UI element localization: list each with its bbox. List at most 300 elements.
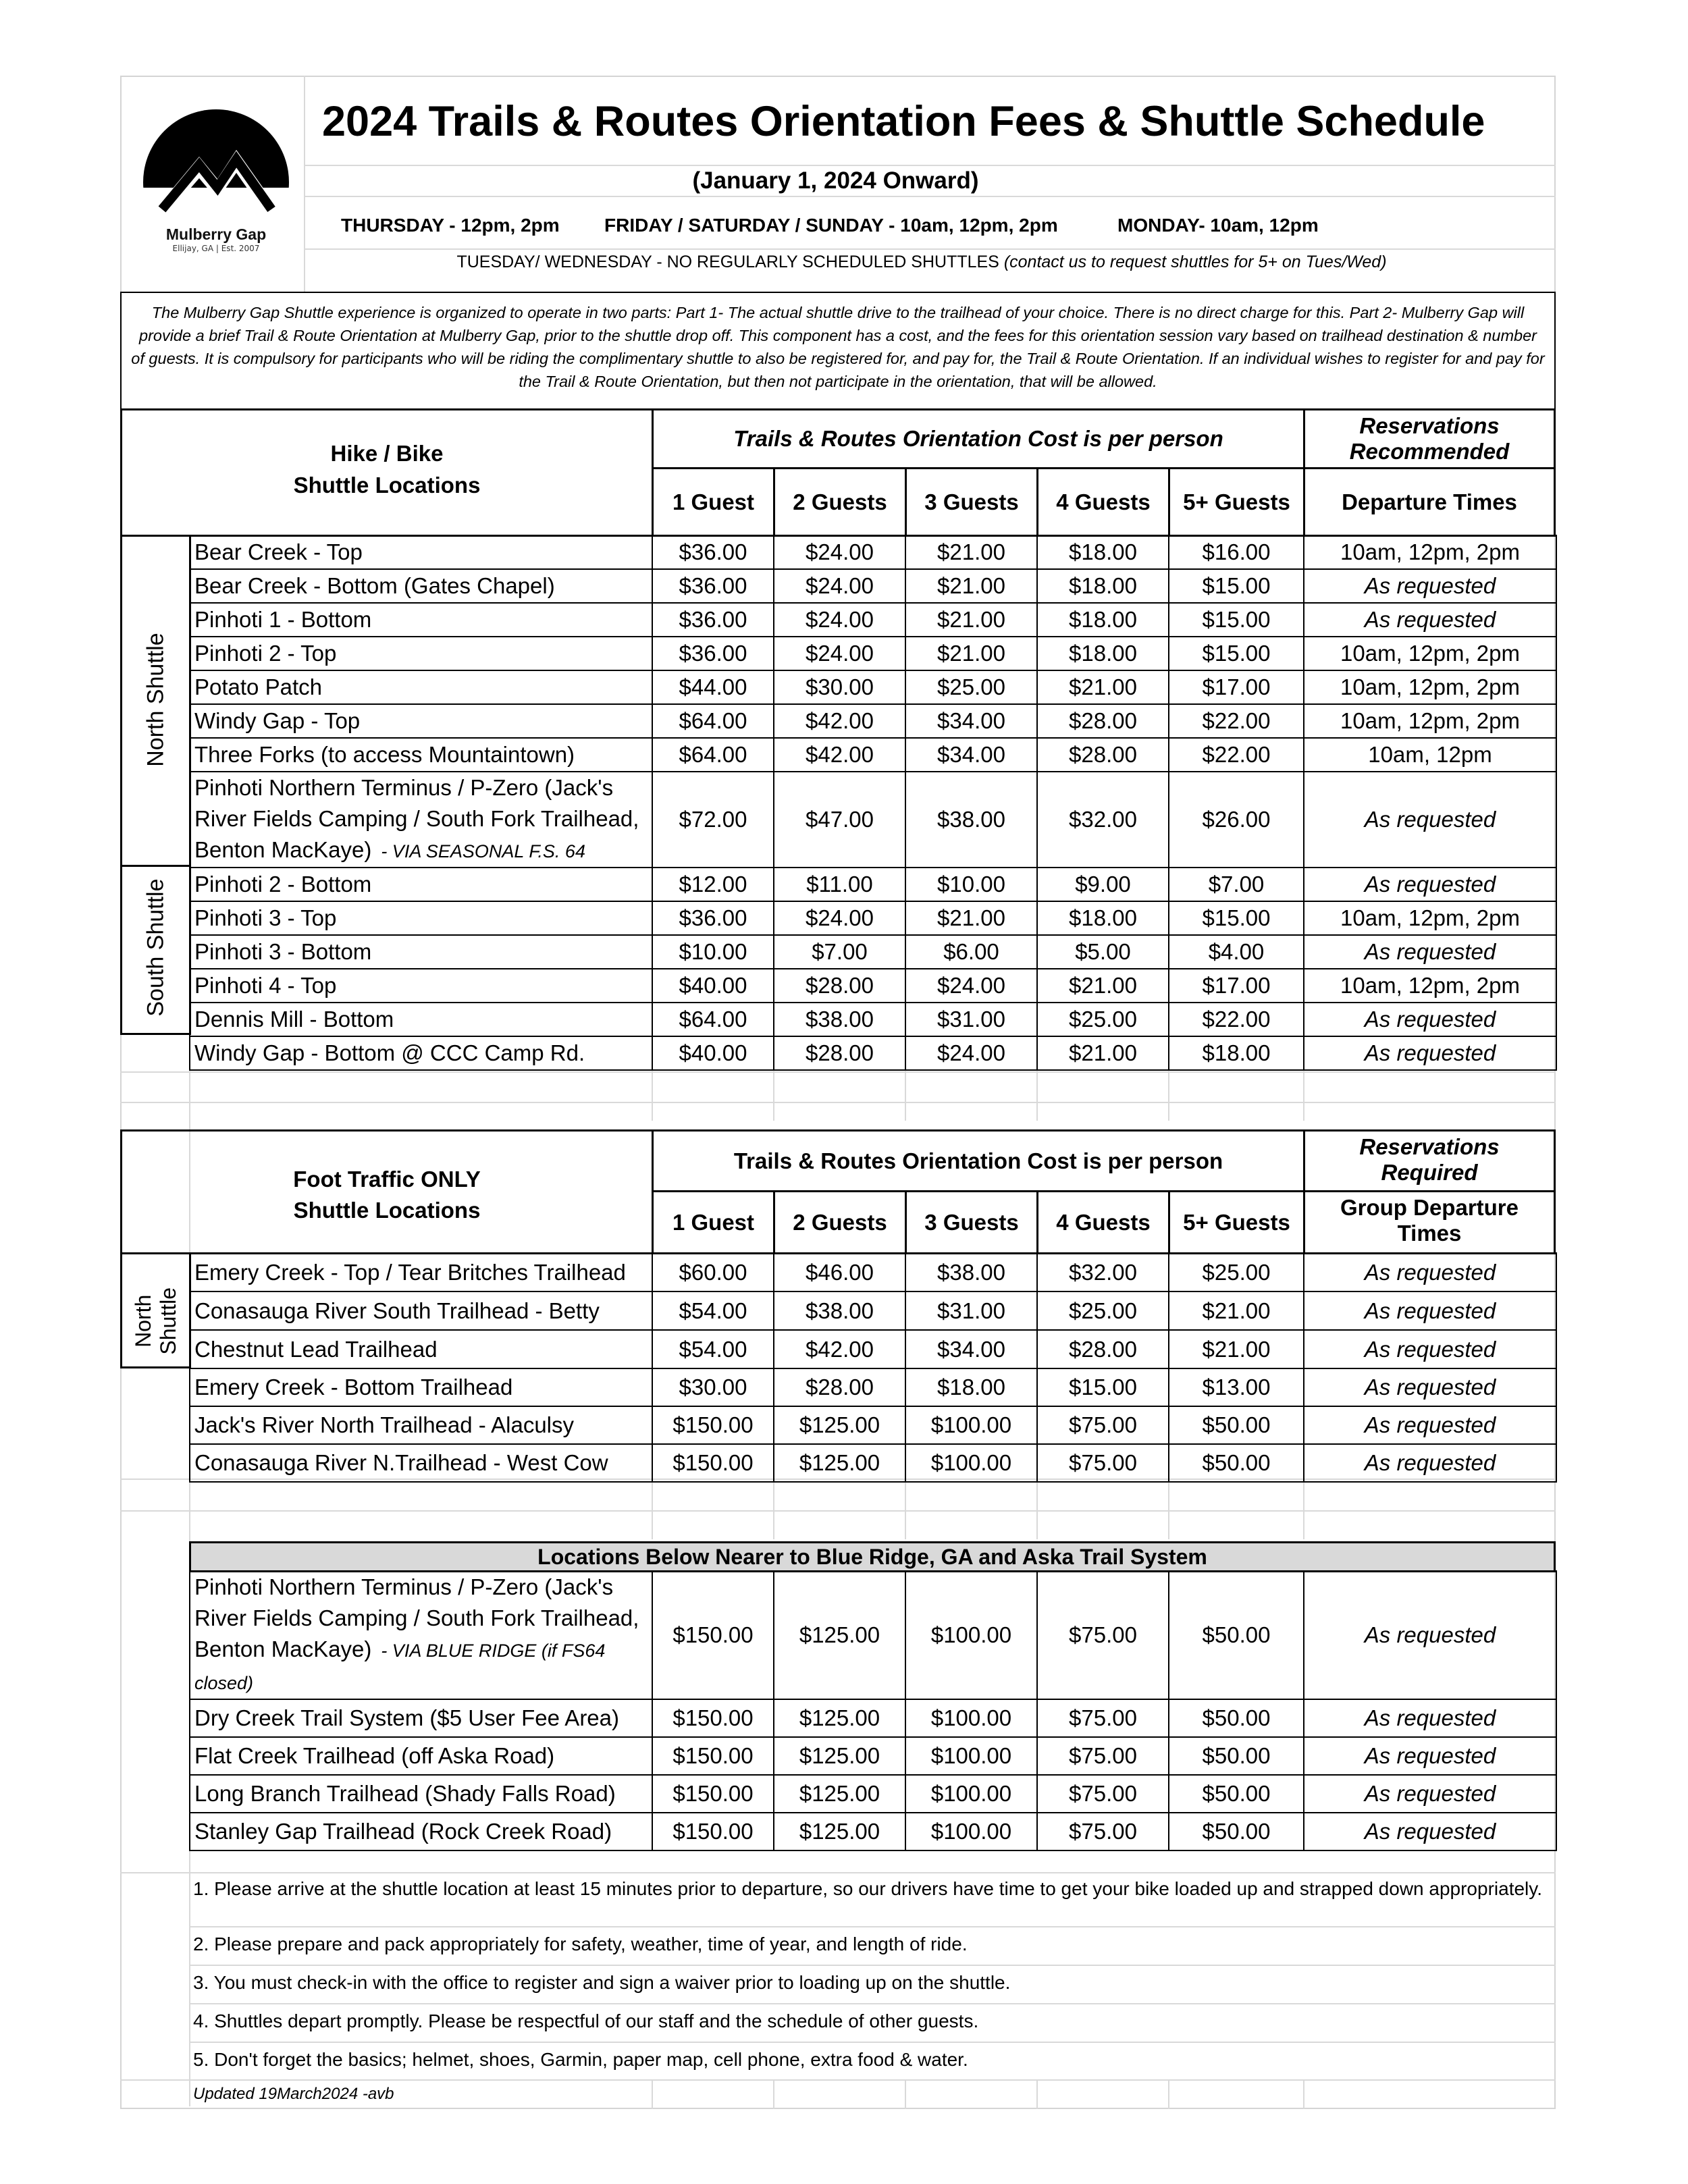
price-cell: $125.00: [774, 1699, 905, 1737]
table-row: [190, 1003, 1556, 1036]
foot-res-line2: Required: [1381, 1160, 1478, 1185]
price-cell: $40.00: [652, 969, 774, 1003]
price-cell: $125.00: [774, 1406, 905, 1444]
location-name: Pinhoti 1 - Bottom: [194, 607, 372, 632]
price-cell: $21.00: [905, 569, 1037, 603]
price-cell: $21.00: [905, 535, 1037, 569]
price-cell: $21.00: [905, 637, 1037, 670]
bike-south-shuttle-label: South Shuttle: [142, 878, 169, 1017]
price-cell: $75.00: [1037, 1444, 1169, 1482]
grid-line: [905, 1479, 906, 1539]
price-cell: $30.00: [652, 1368, 774, 1406]
grid-line: [652, 2079, 653, 2109]
location-cell: [190, 1291, 652, 1330]
bike-fees-table: [189, 535, 1557, 1071]
bike-cost-header: [652, 408, 1305, 469]
location-name: Conasauga River South Trailhead - Betty: [194, 1298, 600, 1323]
price-cell: $18.00: [1037, 901, 1169, 935]
location-name: Emery Creek - Bottom Trailhead: [194, 1375, 513, 1400]
note-1: 1. Please arrive at the shuttle location at least 15 minutes prior to departure, so our drivers have time to get your bike loaded up and strapped down appropriately.: [189, 1873, 1556, 1927]
location-cell: [190, 901, 652, 935]
location-name: Three Forks (to access Mountaintown): [194, 742, 575, 767]
price-cell: $18.00: [905, 1368, 1037, 1406]
table-row: [190, 1330, 1556, 1368]
price-cell: $4.00: [1169, 935, 1304, 969]
schedule-tuewed-note: (contact us to request shuttles for 5+ on Tues/Wed): [1003, 252, 1387, 271]
location-name: Stanley Gap Trailhead (Rock Creek Road): [194, 1819, 612, 1844]
blue-ridge-header: Locations Below Nearer to Blue Ridge, GA and Aska Trail System: [189, 1541, 1556, 1572]
price-cell: $10.00: [652, 935, 774, 969]
location-cell: [190, 772, 652, 868]
foot-reservations-header: [1303, 1129, 1556, 1192]
price-cell: $21.00: [905, 901, 1037, 935]
foot-location-header-line1: Foot Traffic ONLY: [293, 1167, 481, 1192]
bike-col-5-guests: 5+ Guests: [1168, 467, 1305, 537]
location-name: Pinhoti 4 - Top: [194, 973, 337, 998]
price-cell: $100.00: [905, 1444, 1037, 1482]
grid-line: [1036, 1479, 1038, 1539]
price-cell: $125.00: [774, 1444, 905, 1482]
note-3: 3. You must check-in with the office to register and sign a waiver prior to loading up on the shuttle.: [189, 1967, 1556, 2004]
table-row: [190, 1737, 1556, 1775]
departure-cell: 10am, 12pm: [1304, 738, 1556, 772]
price-cell: $64.00: [652, 1003, 774, 1036]
grid-line: [1168, 1479, 1169, 1539]
location-name: Jack's River North Trailhead - Alaculsy: [194, 1412, 574, 1437]
bike-location-header-line2: Shuttle Locations: [293, 473, 481, 498]
price-cell: $32.00: [1037, 1253, 1169, 1291]
table-row: [190, 772, 1556, 868]
price-cell: $75.00: [1037, 1699, 1169, 1737]
location-name: Pinhoti 2 - Bottom: [194, 872, 372, 897]
price-cell: $50.00: [1169, 1571, 1304, 1699]
location-name: Dennis Mill - Bottom: [194, 1007, 394, 1032]
note-2: 2. Please prepare and pack appropriately for safety, weather, time of year, and length of ride.: [189, 1929, 1556, 1966]
grid-line: [1036, 2079, 1038, 2109]
departure-cell: As requested: [1304, 1036, 1556, 1070]
price-cell: $38.00: [905, 1253, 1037, 1291]
grid-line: [773, 1067, 774, 1121]
location-cell: [190, 738, 652, 772]
price-cell: $36.00: [652, 535, 774, 569]
price-cell: $125.00: [774, 1571, 905, 1699]
price-cell: $12.00: [652, 868, 774, 901]
foot-north-label-line2: Shuttle: [156, 1287, 180, 1355]
table-row: [190, 1699, 1556, 1737]
table-row: [190, 901, 1556, 935]
price-cell: $21.00: [1037, 670, 1169, 704]
grid-line: [304, 196, 1556, 197]
grid-line: [652, 1067, 653, 1121]
bike-reservations-header: [1303, 408, 1556, 469]
bike-col-3-guests: 3 Guests: [905, 467, 1038, 537]
location-name: Chestnut Lead Trailhead: [194, 1336, 438, 1362]
location-name: Emery Creek - Top / Tear Britches Trailhead: [194, 1259, 626, 1285]
grid-line: [120, 1102, 1556, 1103]
grid-line: [1168, 1067, 1169, 1121]
logo-tagline: Ellijay, GA | Est. 2007: [172, 244, 260, 253]
bike-location-header-line1: Hike / Bike: [330, 441, 444, 466]
logo-name: Mulberry Gap: [165, 225, 267, 243]
location-cell: [190, 670, 652, 704]
price-cell: $38.00: [905, 772, 1037, 868]
grid-line: [120, 1510, 1556, 1512]
departure-cell: 10am, 12pm, 2pm: [1304, 637, 1556, 670]
location-cell: [190, 1330, 652, 1368]
foot-fees-table: [189, 1252, 1557, 1483]
price-cell: $32.00: [1037, 772, 1169, 868]
price-cell: $24.00: [774, 901, 905, 935]
table-row: [190, 1444, 1556, 1482]
mountain-logo-icon: [135, 108, 297, 226]
price-cell: $42.00: [774, 1330, 905, 1368]
price-cell: $38.00: [774, 1003, 905, 1036]
price-cell: $21.00: [905, 603, 1037, 637]
price-cell: $9.00: [1037, 868, 1169, 901]
price-cell: $26.00: [1169, 772, 1304, 868]
foot-col-5-guests: 5+ Guests: [1168, 1190, 1305, 1254]
table-row: [190, 1813, 1556, 1850]
table-row: [190, 1406, 1556, 1444]
grid-line: [905, 2079, 906, 2109]
departure-cell: As requested: [1304, 569, 1556, 603]
note-4: 4. Shuttles depart promptly. Please be respectful of our staff and the schedule of other guests.: [189, 2006, 1556, 2043]
price-cell: $60.00: [652, 1253, 774, 1291]
price-cell: $25.00: [1037, 1291, 1169, 1330]
price-cell: $54.00: [652, 1291, 774, 1330]
departure-cell: As requested: [1304, 1775, 1556, 1813]
price-cell: $15.00: [1169, 603, 1304, 637]
location-cell: [190, 1036, 652, 1070]
table-row: [190, 1571, 1556, 1699]
price-cell: $50.00: [1169, 1737, 1304, 1775]
foot-dep-line2: Times: [1397, 1221, 1462, 1246]
table-row: [190, 868, 1556, 901]
location-name: Pinhoti 3 - Top: [194, 905, 337, 930]
price-cell: $75.00: [1037, 1406, 1169, 1444]
location-cell: [190, 1444, 652, 1482]
schedule-thursday: THURSDAY - 12pm, 2pm: [341, 215, 560, 236]
price-cell: $50.00: [1169, 1444, 1304, 1482]
departure-cell: 10am, 12pm, 2pm: [1304, 969, 1556, 1003]
bike-res-line2: Recommended: [1349, 439, 1510, 464]
grid-line: [1303, 1067, 1304, 1121]
location-cell: [190, 969, 652, 1003]
location-name: Pinhoti Northern Terminus / P-Zero (Jack's River Fields Camping / South Fork Trailhead, Benton MacKaye): [194, 1574, 639, 1661]
price-cell: $18.00: [1169, 1036, 1304, 1070]
table-row: [190, 935, 1556, 969]
price-cell: $5.00: [1037, 935, 1169, 969]
price-cell: $17.00: [1169, 670, 1304, 704]
price-cell: $100.00: [905, 1737, 1037, 1775]
price-cell: $28.00: [1037, 738, 1169, 772]
price-cell: $125.00: [774, 1813, 905, 1850]
table-row: [190, 603, 1556, 637]
intro-paragraph: The Mulberry Gap Shuttle experience is organized to operate in two parts: Part 1- The actual shuttle drive to the trailhead of your choice. There is no direct charge for this. Part 2- Mulberry Gap will provide a brief Trail & Route Orientation at Mulberry Gap, prior to the shuttle drop off. This component has a cost, and the fees for this orientation session vary based on trailhead destination & number of guests. It is compulsory for participants who will be riding the complimentary shuttle to also be registered for, and pay for, the Trail & Route Orientation. If an individual wishes to register for and pay for the Trail & Route Orientation, but then not participate in the orientation, that will be allowed.: [120, 292, 1556, 410]
departure-cell: As requested: [1304, 1571, 1556, 1699]
foot-north-shuttle-group: [120, 1252, 191, 1368]
foot-col-1-guest: 1 Guest: [652, 1190, 775, 1254]
price-cell: $75.00: [1037, 1571, 1169, 1699]
departure-cell: 10am, 12pm, 2pm: [1304, 535, 1556, 569]
departure-cell: As requested: [1304, 1330, 1556, 1368]
bike-south-shuttle-group: [120, 865, 191, 1035]
updated-note: Updated 19March2024 -avb: [193, 2085, 394, 2103]
location-cell: [190, 1406, 652, 1444]
foot-north-label-line1: North: [131, 1294, 156, 1348]
table-row: [190, 569, 1556, 603]
grid-line: [120, 2079, 1556, 2081]
price-cell: $21.00: [1037, 1036, 1169, 1070]
location-cell: [190, 1813, 652, 1850]
price-cell: $10.00: [905, 868, 1037, 901]
price-cell: $28.00: [774, 1368, 905, 1406]
departure-cell: As requested: [1304, 603, 1556, 637]
price-cell: $22.00: [1169, 1003, 1304, 1036]
grid-line: [304, 248, 1556, 250]
price-cell: $24.00: [774, 603, 905, 637]
location-cell: [190, 535, 652, 569]
location-name: Bear Creek - Top: [194, 539, 363, 564]
price-cell: $13.00: [1169, 1368, 1304, 1406]
price-cell: $15.00: [1169, 637, 1304, 670]
location-name: Windy Gap - Top: [194, 708, 361, 733]
price-cell: $21.00: [1037, 969, 1169, 1003]
grid-line: [304, 165, 1556, 166]
foot-location-header-line2: Shuttle Locations: [293, 1198, 481, 1223]
price-cell: $75.00: [1037, 1775, 1169, 1813]
grid-line: [1303, 1479, 1304, 1539]
price-cell: $40.00: [652, 1036, 774, 1070]
departure-cell: 10am, 12pm, 2pm: [1304, 704, 1556, 738]
departure-cell: 10am, 12pm, 2pm: [1304, 901, 1556, 935]
price-cell: $50.00: [1169, 1775, 1304, 1813]
grid-line: [773, 2079, 774, 2109]
departure-cell: As requested: [1304, 1291, 1556, 1330]
price-cell: $18.00: [1037, 535, 1169, 569]
price-cell: $25.00: [1169, 1253, 1304, 1291]
price-cell: $150.00: [652, 1699, 774, 1737]
location-cell: [190, 1368, 652, 1406]
price-cell: $25.00: [905, 670, 1037, 704]
foot-col-4-guests: 4 Guests: [1036, 1190, 1170, 1254]
bike-north-shuttle-label: North Shuttle: [142, 633, 169, 767]
price-cell: $15.00: [1037, 1368, 1169, 1406]
table-row: [190, 1036, 1556, 1070]
price-cell: $50.00: [1169, 1406, 1304, 1444]
price-cell: $54.00: [652, 1330, 774, 1368]
price-cell: $36.00: [652, 603, 774, 637]
foot-res-line1: Reservations: [1359, 1134, 1500, 1159]
price-cell: $100.00: [905, 1571, 1037, 1699]
departure-cell: As requested: [1304, 1737, 1556, 1775]
price-cell: $34.00: [905, 704, 1037, 738]
price-cell: $21.00: [1169, 1330, 1304, 1368]
price-cell: $42.00: [774, 738, 905, 772]
departure-cell: As requested: [1304, 935, 1556, 969]
price-cell: $18.00: [1037, 569, 1169, 603]
location-name: Long Branch Trailhead (Shady Falls Road): [194, 1781, 616, 1806]
departure-cell: As requested: [1304, 1813, 1556, 1850]
location-cell: [190, 637, 652, 670]
bike-col-4-guests: 4 Guests: [1036, 467, 1170, 537]
foot-north-shuttle-label: [131, 1260, 181, 1382]
price-cell: $44.00: [652, 670, 774, 704]
price-cell: $150.00: [652, 1444, 774, 1482]
price-cell: $11.00: [774, 868, 905, 901]
price-cell: $22.00: [1169, 738, 1304, 772]
price-cell: $38.00: [774, 1291, 905, 1330]
location-name: Conasauga River N.Trailhead - West Cow: [194, 1450, 608, 1475]
grid-line: [1168, 2079, 1169, 2109]
bike-col-1-guest: 1 Guest: [652, 467, 775, 537]
location-name: Flat Creek Trailhead (off Aska Road): [194, 1743, 555, 1768]
location-name: Dry Creek Trail System ($5 User Fee Area): [194, 1705, 619, 1730]
departure-cell: As requested: [1304, 1699, 1556, 1737]
price-cell: $24.00: [905, 1036, 1037, 1070]
grid-line: [1036, 1067, 1038, 1121]
location-cell: [190, 1737, 652, 1775]
price-cell: $46.00: [774, 1253, 905, 1291]
foot-col-2-guests: 2 Guests: [773, 1190, 907, 1254]
location-cell: [190, 1699, 652, 1737]
departure-cell: As requested: [1304, 1003, 1556, 1036]
table-row: [190, 670, 1556, 704]
table-row: [190, 704, 1556, 738]
price-cell: $150.00: [652, 1813, 774, 1850]
price-cell: $36.00: [652, 637, 774, 670]
bike-col-2-guests: 2 Guests: [773, 467, 907, 537]
price-cell: $21.00: [1169, 1291, 1304, 1330]
price-cell: $15.00: [1169, 901, 1304, 935]
schedule-weekend: FRIDAY / SATURDAY / SUNDAY - 10am, 12pm, 2pm: [604, 215, 1058, 236]
note-5: 5. Don't forget the basics; helmet, shoes, Garmin, paper map, cell phone, extra food & water.: [193, 2049, 968, 2070]
location-cell: [190, 935, 652, 969]
page-subtitle: (January 1, 2024 Onward): [692, 167, 979, 194]
price-cell: $18.00: [1037, 603, 1169, 637]
schedule-monday: MONDAY- 10am, 12pm: [1117, 215, 1319, 236]
foot-departure-header: [1303, 1190, 1556, 1254]
price-cell: $36.00: [652, 569, 774, 603]
bike-location-header: [120, 408, 654, 537]
foot-cost-header-text: Trails & Routes Orientation Cost is per person: [733, 1148, 1223, 1173]
price-cell: $24.00: [774, 637, 905, 670]
price-cell: $31.00: [905, 1291, 1037, 1330]
price-cell: $31.00: [905, 1003, 1037, 1036]
price-cell: $25.00: [1037, 1003, 1169, 1036]
location-cell: [190, 1775, 652, 1813]
departure-cell: As requested: [1304, 1406, 1556, 1444]
price-cell: $125.00: [774, 1775, 905, 1813]
foot-col-3-guests: 3 Guests: [905, 1190, 1038, 1254]
price-cell: $18.00: [1037, 637, 1169, 670]
table-row: [190, 1253, 1556, 1291]
price-cell: $100.00: [905, 1775, 1037, 1813]
schedule-tuewed: [304, 252, 1539, 272]
price-cell: $75.00: [1037, 1737, 1169, 1775]
table-row: [190, 969, 1556, 1003]
price-cell: $28.00: [774, 1036, 905, 1070]
grid-line: [773, 1479, 774, 1539]
price-cell: $36.00: [652, 901, 774, 935]
grid-line: [1303, 2079, 1304, 2109]
location-name: Pinhoti 3 - Bottom: [194, 939, 372, 964]
departure-cell: As requested: [1304, 1368, 1556, 1406]
price-cell: $22.00: [1169, 704, 1304, 738]
departure-cell: As requested: [1304, 772, 1556, 868]
table-row: [190, 1368, 1556, 1406]
price-cell: $72.00: [652, 772, 774, 868]
foot-location-header: [120, 1129, 654, 1254]
price-cell: $24.00: [905, 969, 1037, 1003]
price-cell: $150.00: [652, 1775, 774, 1813]
price-cell: $64.00: [652, 704, 774, 738]
location-cell: [190, 704, 652, 738]
foot-cost-header: [652, 1129, 1305, 1192]
location-name: Windy Gap - Bottom @ CCC Camp Rd.: [194, 1040, 585, 1065]
price-cell: $30.00: [774, 670, 905, 704]
location-name: Pinhoti Northern Terminus / P-Zero (Jack's River Fields Camping / South Fork Trailhead, Benton MacKaye): [194, 775, 639, 862]
price-cell: $28.00: [774, 969, 905, 1003]
logo: [135, 108, 297, 263]
price-cell: $150.00: [652, 1571, 774, 1699]
location-cell: [190, 1003, 652, 1036]
price-cell: $100.00: [905, 1699, 1037, 1737]
price-cell: $150.00: [652, 1737, 774, 1775]
departure-cell: As requested: [1304, 868, 1556, 901]
bike-cost-header-text: Trails & Routes Orientation Cost is per person: [733, 426, 1223, 451]
price-cell: $28.00: [1037, 704, 1169, 738]
table-row: [190, 535, 1556, 569]
price-cell: $7.00: [774, 935, 905, 969]
location-note: - VIA SEASONAL F.S. 64: [381, 841, 585, 861]
price-cell: $15.00: [1169, 569, 1304, 603]
grid-line: [120, 1071, 1556, 1073]
table-row: [190, 1775, 1556, 1813]
price-cell: $16.00: [1169, 535, 1304, 569]
price-cell: $34.00: [905, 738, 1037, 772]
location-cell: [190, 1253, 652, 1291]
price-cell: $64.00: [652, 738, 774, 772]
price-cell: $50.00: [1169, 1699, 1304, 1737]
table-row: [190, 1291, 1556, 1330]
price-cell: $17.00: [1169, 969, 1304, 1003]
price-cell: $125.00: [774, 1737, 905, 1775]
table-row: [190, 738, 1556, 772]
blue-ridge-table: [189, 1570, 1557, 1851]
price-cell: $6.00: [905, 935, 1037, 969]
schedule-tuewed-text: TUESDAY/ WEDNESDAY - NO REGULARLY SCHEDULED SHUTTLES: [456, 252, 999, 271]
price-cell: $47.00: [774, 772, 905, 868]
price-cell: $100.00: [905, 1406, 1037, 1444]
location-name: Pinhoti 2 - Top: [194, 641, 337, 666]
price-cell: $75.00: [1037, 1813, 1169, 1850]
grid-line: [905, 1067, 906, 1121]
grid-line: [652, 1479, 653, 1539]
location-cell: [190, 868, 652, 901]
departure-cell: As requested: [1304, 1444, 1556, 1482]
price-cell: $42.00: [774, 704, 905, 738]
price-cell: $150.00: [652, 1406, 774, 1444]
price-cell: $7.00: [1169, 868, 1304, 901]
price-cell: $24.00: [774, 569, 905, 603]
price-cell: $34.00: [905, 1330, 1037, 1368]
bike-res-line1: Reservations: [1359, 413, 1500, 438]
location-cell: [190, 1571, 652, 1699]
location-note: - VIA BLUE RIDGE (if FS64 closed): [194, 1641, 606, 1693]
departure-cell: 10am, 12pm, 2pm: [1304, 670, 1556, 704]
location-cell: [190, 569, 652, 603]
